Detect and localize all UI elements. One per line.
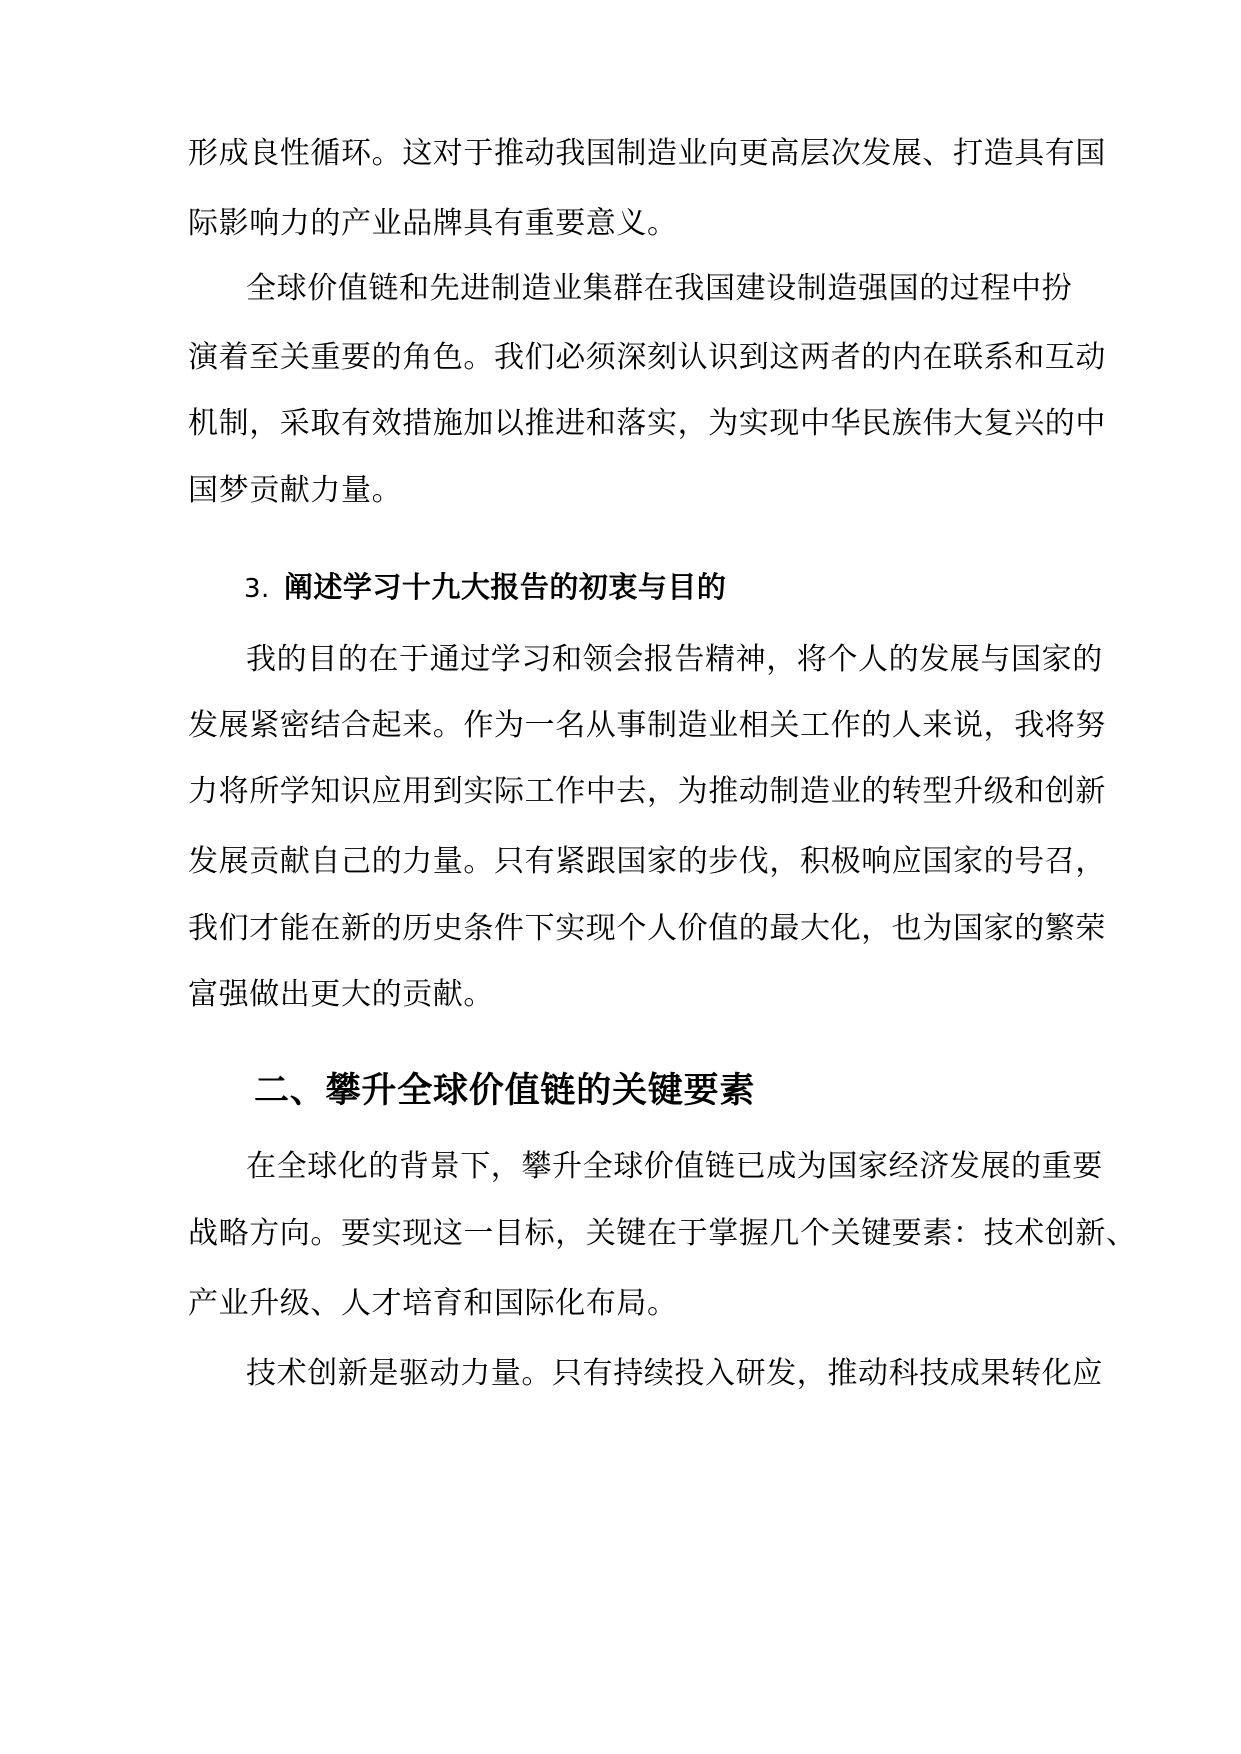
paragraph-line: 力将所学知识应用到实际工作中去，为推动制造业的转型升级和创新 [188,774,1106,809]
paragraph-line: 全球价值链和先进制造业集群在我国建设制造强国的过程中扮 [246,271,1073,306]
paragraph-line: 战略方向。要实现这一目标，关键在于掌握几个关键要素：技术创新、 [188,1216,1137,1251]
paragraph-line: 国梦贡献力量。 [188,473,403,508]
paragraph-line: 在全球化的背景下，攀升全球价值链已成为国家经济发展的重要 [246,1149,1103,1184]
paragraph-line: 演着至关重要的角色。我们必须深刻认识到这两者的内在联系和互动 [188,340,1106,375]
section-heading-number: 3. [244,574,270,604]
paragraph-line: 发展贡献自己的力量。只有紧跟国家的步伐，积极响应国家的号召， [188,844,1106,879]
paragraph-line: 机制，采取有效措施加以推进和落实，为实现中华民族伟大复兴的中 [188,406,1106,441]
paragraph-line: 技术创新是驱动力量。只有持续投入研发，推动科技成果转化应 [246,1356,1103,1391]
paragraph-line: 产业升级、人才培育和国际化布局。 [188,1286,678,1321]
section-heading-text: 阐述学习十九大报告的初衷与目的 [283,570,727,604]
paragraph-line: 我们才能在新的历史条件下实现个人价值的最大化，也为国家的繁荣 [188,911,1106,946]
paragraph-line: 富强做出更大的贡献。 [188,977,494,1012]
paragraph-line: 际影响力的产业品牌具有重要意义。 [188,206,678,241]
paragraph-line: 形成良性循环。这对于推动我国制造业向更高层次发展、打造具有国 [188,136,1106,171]
paragraph-line: 我的目的在于通过学习和领会报告精神，将个人的发展与国家的 [246,642,1103,677]
section-heading [244,567,726,609]
paragraph-line: 发展紧密结合起来。作为一名从事制造业相关工作的人来说，我将努 [188,708,1106,743]
chapter-heading: 二、攀升全球价值链的关键要素 [254,1070,756,1111]
